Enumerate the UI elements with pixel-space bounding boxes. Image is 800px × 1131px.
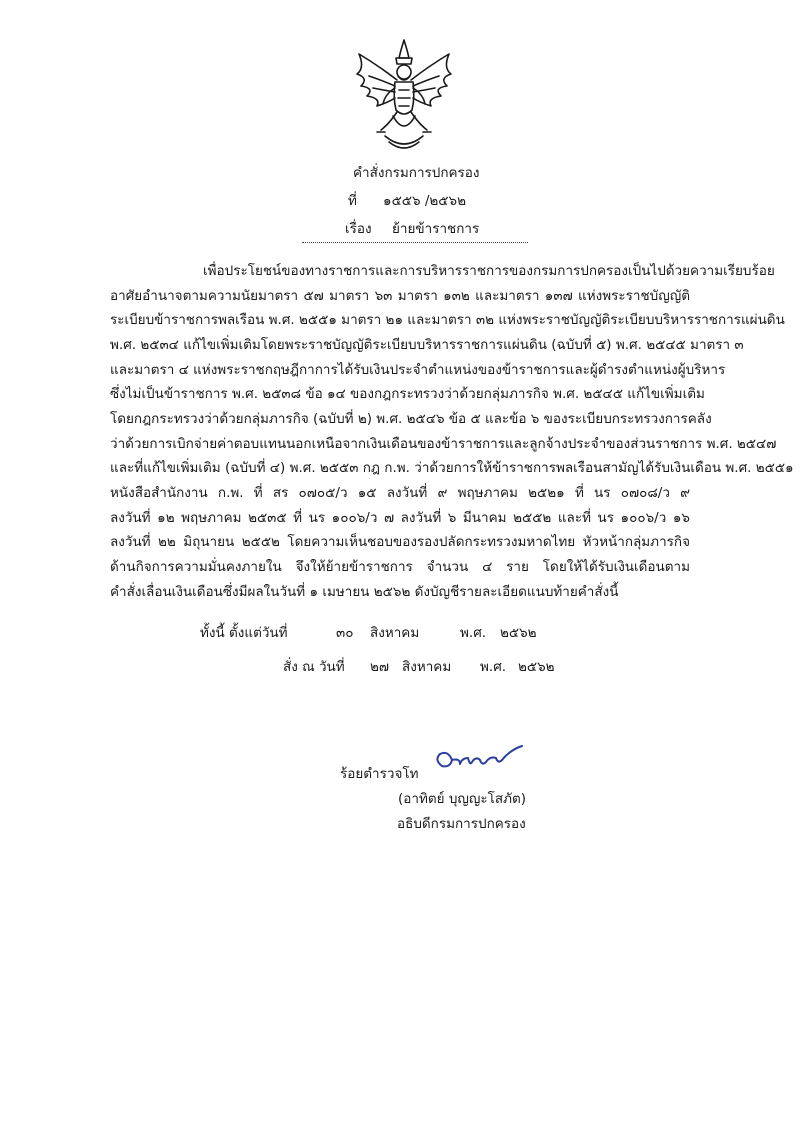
document-title: คำสั่งกรมการปกครอง <box>353 165 480 181</box>
signatory-name: (อาทิตย์ บุญญะโสภัต) <box>398 791 527 807</box>
order-date-day: ๒๗ <box>370 659 390 675</box>
body-line: ด้านกิจการความมั่นคงภายใน จึงให้ย้ายข้าราชการ จำนวน ๔ ราย โดยให้ได้รับเงินเดือนตาม <box>110 559 690 575</box>
body-line: โดยกฎกระทรวงว่าด้วยกลุ่มภารกิจ (ฉบับที่ ๒) พ.ศ. ๒๕๔๖ ข้อ ๕ และข้อ ๖ ของระเบียบกระทรวงการคลัง <box>110 411 712 427</box>
body-line: และมาตรา ๔ แห่งพระราชกฤษฎีกาการได้รับเงินประจำตำแหน่งของข้าราชการและผู้ดำรงตำแหน่งผู้บริหาร <box>110 362 726 378</box>
body-line: คำสั่งเลื่อนเงินเดือนซึ่งมีผลในวันที่ ๑ เมษายน ๒๕๖๒ ดังบัญชีรายละเอียดแนบท้ายคำสั่งนี้ <box>110 584 619 600</box>
subject-label: เรื่อง <box>345 221 372 237</box>
body-line: หนังสือสำนักงาน ก.พ. ที่ สร ๐๗๐๕/ว ๑๕ ลงวันที่ ๙ พฤษภาคม ๒๕๒๑ ที่ นร ๐๗๐๘/ว ๙ <box>110 485 690 501</box>
order-date-year-label: พ.ศ. <box>480 659 507 675</box>
body-line: ลงวันที่ ๑๒ พฤษภาคม ๒๕๓๕ ที่ นร ๑๐๐๖/ว ๗ ลงวันที่ ๖ มีนาคม ๒๕๕๒ และที่ นร ๑๐๐๖/ว ๑๖ <box>110 510 690 526</box>
garuda-emblem-icon <box>349 36 459 154</box>
effective-date-year: ๒๕๖๒ <box>500 625 537 641</box>
body-line: พ.ศ. ๒๕๓๔ แก้ไขเพิ่มเติมโดยพระราชบัญญัติระเบียบบริหารราชการแผ่นดิน (ฉบับที่ ๕) พ.ศ. ๒๕๔๕ มาตรา ๓ <box>110 337 744 353</box>
effective-date-month: สิงหาคม <box>370 625 420 641</box>
signatory-position: อธิบดีกรมการปกครอง <box>397 816 526 832</box>
order-number-value: ๑๕๕๖ /๒๕๖๒ <box>383 193 466 209</box>
body-line: ระเบียบข้าราชการพลเรือน พ.ศ. ๒๕๕๑ มาตรา ๒๑ และมาตรา ๓๒ แห่งพระราชบัญญัติระเบียบบริหารราชการแผ่นดิน <box>110 312 785 328</box>
body-line: ซึ่งไม่เป็นข้าราชการ พ.ศ. ๒๕๓๘ ข้อ ๑๔ ของกฎกระทรวงว่าด้วยกลุ่มภารกิจ พ.ศ. ๒๕๔๕ แก้ไขเพิ่มเติม <box>110 386 705 402</box>
effective-date-day: ๓๐ <box>336 625 354 641</box>
body-line: เพื่อประโยชน์ของทางราชการและการบริหารราชการของกรมการปกครองเป็นไปด้วยความเรียบร้อย <box>203 263 775 279</box>
body-line: ว่าด้วยการเบิกจ่ายค่าตอบแทนนอกเหนือจากเงินเดือนของข้าราชการและลูกจ้างประจำของส่วนราชการ พ.ศ. ๒๕๔๗ <box>110 436 777 452</box>
signatory-rank: ร้อยตำรวจโท <box>340 766 419 782</box>
body-line: และที่แก้ไขเพิ่มเติม (ฉบับที่ ๔) พ.ศ. ๒๕๕๓ กฎ ก.พ. ว่าด้วยการให้ข้าราชการพลเรือนสามัญได้รับเงินเดือน พ.ศ. ๒๕๕๑ <box>110 460 794 476</box>
order-date-month: สิงหาคม <box>402 659 452 675</box>
order-date-label: สั่ง ณ วันที่ <box>283 659 345 675</box>
header-divider <box>302 242 528 243</box>
order-number-label: ที่ <box>348 193 357 209</box>
body-line: ลงวันที่ ๒๒ มิถุนายน ๒๕๕๒ โดยความเห็นชอบของรองปลัดกระทรวงมหาดไทย หัวหน้ากลุ่มภารกิจ <box>110 534 690 550</box>
handwritten-signature <box>430 740 530 780</box>
body-line: อาศัยอำนาจตามความนัยมาตรา ๕๗ มาตรา ๖๓ มาตรา ๑๓๒ และมาตรา ๑๓๗ แห่งพระราชบัญญัติ <box>110 288 690 304</box>
subject-value: ย้ายข้าราชการ <box>392 221 480 237</box>
effective-date-label: ทั้งนี้ ตั้งแต่วันที่ <box>200 625 288 641</box>
effective-date-year-label: พ.ศ. <box>460 625 487 641</box>
order-date-year: ๒๕๖๒ <box>518 659 555 675</box>
